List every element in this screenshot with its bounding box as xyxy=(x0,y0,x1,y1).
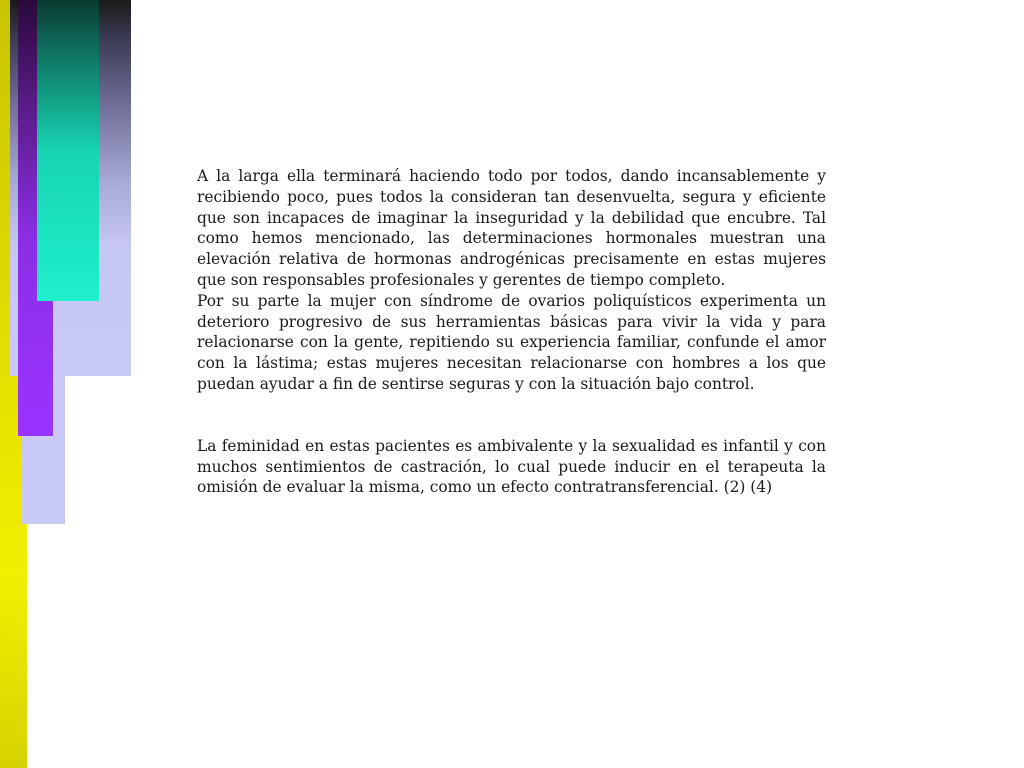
paragraph-3: La feminidad en estas pacientes es ambivalente y la sexualidad es infantil y con muchos sentimientos de castración, lo cual puede inducir en el terapeuta la omisión de evaluar la misma, como un efecto contratransferencial. (2) (4) xyxy=(197,436,826,497)
paragraph-spacer xyxy=(197,395,826,436)
paragraph-2: Por su parte la mujer con síndrome de ovarios poliquísticos experimenta un deterioro progresivo de sus herramientas básicas para vivir la vida y para relacionarse con la gente, repitiendo su experiencia familiar, confunde el amor con la lástima; estas mujeres necesitan relacionarse con hombres a los que puedan ayudar a fin de sentirse seguras y con la situación bajo control. xyxy=(197,291,826,393)
teal-decorative-bar xyxy=(37,0,99,301)
slide-body-text xyxy=(197,166,826,498)
paragraph-1: A la larga ella terminará haciendo todo por todos, dando incansablemente y recibiendo poco, pues todos la consideran tan desenvuelta, segura y eficiente que son incapaces de imaginar la inseguridad y la debilidad que encubre. Tal como hemos mencionado, las determinaciones hormonales muestran una elevación relativa de hormonas androgénicas precisamente en estas mujeres que son responsables profesionales y gerentes de tiempo completo. xyxy=(197,167,826,289)
